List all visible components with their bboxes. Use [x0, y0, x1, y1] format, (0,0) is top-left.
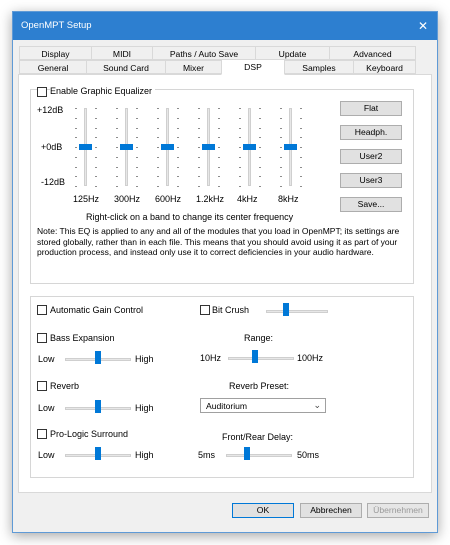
eq-tick-mark — [157, 147, 159, 148]
delay-slider-thumb[interactable] — [244, 447, 250, 460]
chevron-down-icon: ⌄ — [313, 400, 321, 410]
eq-tick-mark — [280, 108, 282, 109]
eq-tick-mark — [300, 118, 302, 119]
eq-tick-mark — [280, 157, 282, 158]
eq-band-label: 125Hz — [73, 194, 100, 204]
eq-band-label: 8kHz — [278, 194, 299, 204]
eq-tick-mark — [75, 137, 77, 138]
tab-mixer[interactable]: Mixer — [165, 60, 222, 74]
eq-tick-mark — [300, 176, 302, 177]
effects-group — [30, 296, 414, 478]
eq-tick-mark — [157, 118, 159, 119]
bass-high-label: High — [135, 354, 154, 364]
eq-tick-mark — [116, 128, 118, 129]
eq-tick-mark — [116, 186, 118, 187]
preset-headphones-button[interactable]: Headph. — [340, 125, 402, 140]
surround-low-label: Low — [38, 450, 55, 460]
surround-label: Pro-Logic Surround — [50, 429, 129, 439]
eq-tick-mark — [116, 137, 118, 138]
eq-tick-mark — [75, 108, 77, 109]
eq-tick-mark — [198, 167, 200, 168]
eq-tick-mark — [300, 186, 302, 187]
eq-tick-mark — [218, 147, 220, 148]
eq-tick-mark — [198, 108, 200, 109]
eq-tick-mark — [75, 147, 77, 148]
eq-tick-mark — [218, 167, 220, 168]
eq-tick-mark — [75, 128, 77, 129]
eq-band-slider-thumb[interactable] — [284, 144, 297, 150]
range-min-label: 10Hz — [200, 353, 222, 363]
eq-tick-mark — [136, 137, 138, 138]
delay-max-label: 50ms — [297, 450, 320, 460]
eq-tick-mark — [198, 176, 200, 177]
range-label: Range: — [244, 333, 274, 343]
eq-tick-mark — [259, 118, 261, 119]
tab-samples[interactable]: Samples — [284, 60, 354, 74]
title-bar — [13, 12, 437, 40]
eq-tick-mark — [280, 167, 282, 168]
eq-tick-mark — [75, 186, 77, 187]
eq-tick-mark — [95, 157, 97, 158]
eq-band-label: 600Hz — [155, 194, 182, 204]
eq-band-slider-thumb[interactable] — [243, 144, 256, 150]
eq-tick-mark — [95, 137, 97, 138]
eq-tick-mark — [136, 108, 138, 109]
eq-tick-mark — [259, 157, 261, 158]
eq-tick-mark — [218, 108, 220, 109]
eq-tick-mark — [239, 176, 241, 177]
eq-tick-mark — [136, 176, 138, 177]
eq-band-slider-thumb[interactable] — [202, 144, 215, 150]
eq-tick-mark — [75, 176, 77, 177]
eq-tick-mark — [300, 137, 302, 138]
eq-tick-mark — [239, 147, 241, 148]
eq-band-slider-thumb[interactable] — [79, 144, 92, 150]
eq-tick-mark — [239, 167, 241, 168]
reverb-high-label: High — [135, 403, 154, 413]
eq-tick-mark — [300, 167, 302, 168]
eq-tick-mark — [218, 186, 220, 187]
eq-tick-mark — [198, 118, 200, 119]
eq-tick-mark — [177, 137, 179, 138]
tab-dsp[interactable]: DSP — [221, 59, 285, 75]
eq-tick-mark — [75, 118, 77, 119]
bitcrush-label: Bit Crush — [212, 305, 250, 315]
eq-band-slider-thumb[interactable] — [120, 144, 133, 150]
eq-tick-mark — [157, 186, 159, 187]
eq-tick-mark — [95, 128, 97, 129]
eq-tick-mark — [157, 167, 159, 168]
reverb-preset-select[interactable] — [200, 398, 326, 413]
eq-tick-mark — [116, 176, 118, 177]
eq-tick-mark — [239, 157, 241, 158]
range-slider[interactable] — [228, 357, 294, 360]
eq-tick-mark — [239, 118, 241, 119]
eq-tick-mark — [198, 147, 200, 148]
delay-min-label: 5ms — [198, 450, 216, 460]
eq-tick-mark — [280, 147, 282, 148]
window-title: OpenMPT Setup — [21, 20, 92, 31]
eq-tick-mark — [95, 186, 97, 187]
eq-tick-mark — [136, 186, 138, 187]
eq-tick-mark — [280, 137, 282, 138]
cancel-button[interactable]: Abbrechen — [300, 503, 362, 518]
eq-tick-mark — [75, 167, 77, 168]
surround-slider-thumb[interactable] — [95, 447, 101, 460]
reverb-label: Reverb — [50, 381, 80, 391]
tab-midi[interactable]: MIDI — [91, 46, 153, 60]
agc-label: Automatic Gain Control — [50, 305, 144, 315]
eq-tick-mark — [198, 128, 200, 129]
bass-label: Bass Expansion — [50, 333, 115, 343]
eq-tick-mark — [280, 176, 282, 177]
eq-tick-mark — [300, 128, 302, 129]
eq-tick-mark — [218, 118, 220, 119]
eq-tick-mark — [116, 118, 118, 119]
apply-button[interactable]: Übernehmen — [367, 503, 429, 518]
eq-tick-mark — [300, 108, 302, 109]
eq-tick-mark — [177, 118, 179, 119]
eq-tick-mark — [95, 176, 97, 177]
eq-tick-mark — [95, 147, 97, 148]
eq-tick-mark — [218, 176, 220, 177]
eq-tick-mark — [177, 157, 179, 158]
eq-tick-mark — [280, 118, 282, 119]
ok-button[interactable]: OK — [232, 503, 294, 518]
preset-user2-button[interactable]: User2 — [340, 149, 402, 164]
eq-tick-mark — [239, 108, 241, 109]
bass-slider-thumb[interactable] — [95, 351, 101, 364]
tab-advanced[interactable]: Advanced — [329, 46, 416, 60]
eq-tick-mark — [300, 147, 302, 148]
eq-tick-mark — [259, 167, 261, 168]
eq-tick-mark — [218, 137, 220, 138]
eq-tick-mark — [75, 157, 77, 158]
eq-tick-mark — [157, 128, 159, 129]
reverb-slider-thumb[interactable] — [95, 400, 101, 413]
surround-high-label: High — [135, 450, 154, 460]
delay-label: Front/Rear Delay: — [222, 432, 294, 442]
db-label-zero: +0dB — [41, 142, 63, 152]
eq-tick-mark — [239, 128, 241, 129]
tab-paths-auto-save[interactable]: Paths / Auto Save — [152, 46, 256, 60]
eq-tick-mark — [218, 157, 220, 158]
eq-tick-mark — [95, 167, 97, 168]
bass-checkbox[interactable] — [37, 333, 47, 343]
eq-tick-mark — [259, 137, 261, 138]
eq-tick-mark — [239, 137, 241, 138]
eq-tick-mark — [177, 108, 179, 109]
eq-tick-mark — [218, 128, 220, 129]
eq-tick-mark — [177, 128, 179, 129]
delay-slider[interactable] — [226, 454, 292, 457]
eq-band-slider-thumb[interactable] — [161, 144, 174, 150]
reverb-preset-label: Reverb Preset: — [229, 381, 290, 391]
eq-tick-mark — [259, 128, 261, 129]
eq-tick-mark — [116, 157, 118, 158]
eq-tick-mark — [239, 186, 241, 187]
eq-tick-mark — [280, 186, 282, 187]
surround-checkbox[interactable] — [37, 429, 47, 439]
tab-general[interactable]: General — [19, 60, 87, 74]
eq-hint: Right-click on a band to change its center frequency — [86, 212, 294, 222]
bass-low-label: Low — [38, 354, 55, 364]
agc-checkbox[interactable] — [37, 305, 47, 315]
bitcrush-checkbox[interactable] — [200, 305, 210, 315]
eq-tick-mark — [259, 108, 261, 109]
db-label-min: -12dB — [41, 177, 66, 187]
tab-update[interactable]: Update — [255, 46, 330, 60]
eq-band-label: 4kHz — [237, 194, 258, 204]
enable-eq-label: Enable Graphic Equalizer — [50, 86, 155, 96]
bitcrush-slider-thumb[interactable] — [283, 303, 289, 316]
preset-user3-button[interactable]: User3 — [340, 173, 402, 188]
eq-tick-mark — [177, 176, 179, 177]
preset-flat-button[interactable]: Flat — [340, 101, 402, 116]
save-preset-button[interactable]: Save... — [340, 197, 402, 212]
eq-tick-mark — [95, 118, 97, 119]
eq-tick-mark — [157, 176, 159, 177]
db-label-max: +12dB — [37, 105, 64, 115]
eq-tick-mark — [136, 167, 138, 168]
close-icon[interactable]: ✕ — [417, 19, 429, 33]
eq-tick-mark — [157, 137, 159, 138]
eq-tick-mark — [116, 167, 118, 168]
enable-eq-checkbox[interactable] — [37, 87, 47, 97]
eq-band-label: 300Hz — [114, 194, 141, 204]
eq-tick-mark — [116, 108, 118, 109]
eq-tick-mark — [198, 186, 200, 187]
range-max-label: 100Hz — [297, 353, 324, 363]
reverb-preset-value: Auditorium — [206, 401, 248, 411]
eq-tick-mark — [300, 157, 302, 158]
eq-tick-mark — [157, 157, 159, 158]
eq-tick-mark — [136, 128, 138, 129]
eq-tick-mark — [136, 157, 138, 158]
eq-tick-mark — [259, 176, 261, 177]
range-slider-thumb[interactable] — [252, 350, 258, 363]
eq-tick-mark — [177, 186, 179, 187]
tab-sound-card[interactable]: Sound Card — [86, 60, 166, 74]
reverb-checkbox[interactable] — [37, 381, 47, 391]
eq-tick-mark — [136, 147, 138, 148]
eq-tick-mark — [198, 137, 200, 138]
eq-tick-mark — [177, 147, 179, 148]
eq-tick-mark — [198, 157, 200, 158]
eq-tick-mark — [177, 167, 179, 168]
eq-tick-mark — [259, 147, 261, 148]
eq-tick-mark — [95, 108, 97, 109]
eq-tick-mark — [280, 128, 282, 129]
eq-band-label: 1.2kHz — [196, 194, 225, 204]
eq-note: Note: This EQ is applied to any and all of the modules that you load in OpenMPT; its settings are stored globally, rather than in each file. This means that you should avoid using it as part of your production process, and instead only use it to correct deficiencies in your audio hardware. — [37, 226, 400, 257]
bitcrush-slider[interactable] — [266, 310, 328, 313]
eq-tick-mark — [259, 186, 261, 187]
eq-tick-mark — [157, 108, 159, 109]
reverb-low-label: Low — [38, 403, 55, 413]
eq-tick-mark — [116, 147, 118, 148]
tab-keyboard[interactable]: Keyboard — [353, 60, 416, 74]
eq-tick-mark — [136, 118, 138, 119]
tab-display[interactable]: Display — [19, 46, 92, 60]
